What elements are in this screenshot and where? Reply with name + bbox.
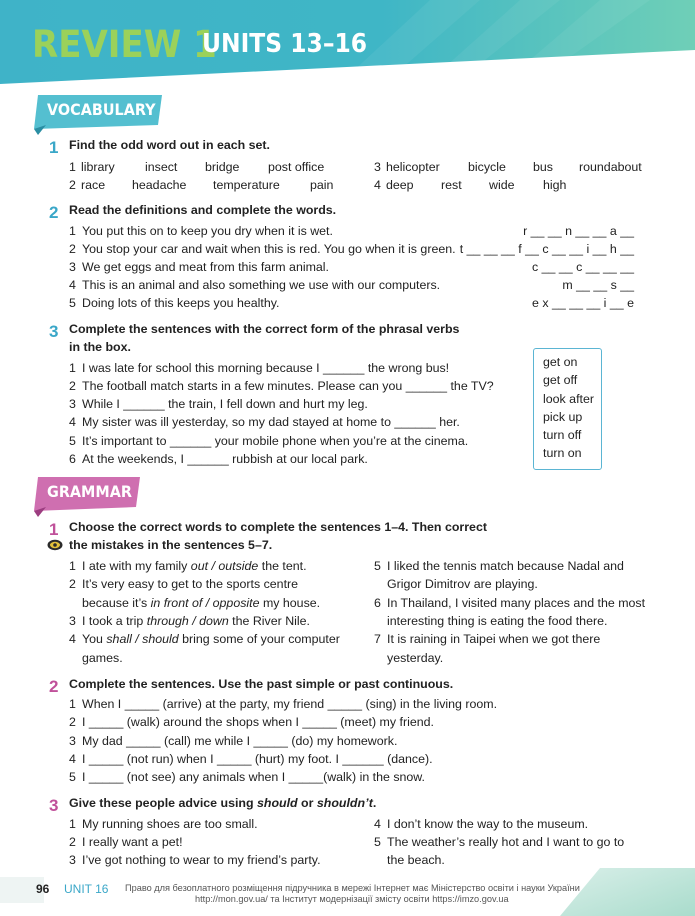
- grammar-ex1-right-line: yesterday.: [387, 651, 444, 665]
- grammar-ex2-item-5: 5 I _____ (not see) any animals when I _____(walk) in the snow.: [69, 770, 426, 784]
- grammar-ex3-left-line: 1 My running shoes are too small.: [69, 817, 258, 831]
- vocab-ex2-answer-1: r __ __ n __ __ a __: [523, 224, 634, 238]
- vocab-ex3-item-5: 5 It’s important to ______ your mobile phone when you’re at the cinema.: [69, 434, 469, 448]
- grammar-ex1-instruction-line1: Choose the correct words to complete the sentences 1–4. Then correct: [69, 520, 487, 534]
- grammar-ex1-right-line: interesting thing is eating the food there.: [387, 614, 608, 628]
- footer-notice-line2: http://mon.gov.ua/ та Інститут модернізації змісту освіти https://imzo.gov.ua: [195, 894, 509, 904]
- grammar-ex2-item-2: 2 I _____ (walk) around the shops when I _____ (meet) my friend.: [69, 715, 434, 729]
- vocab-ex3-item-3: 3 While I ______ the train, I fell down and hurt my leg.: [69, 397, 368, 411]
- grammar-ex2-item-4: 4 I _____ (not run) when I _____ (hurt) my foot. I ______ (dance).: [69, 752, 433, 766]
- vocab-ex2-answer-5: e x __ __ __ i __ e: [532, 296, 634, 310]
- grammar-ex1-left-line: 4 You shall / should bring some of your computer: [69, 632, 340, 646]
- vocab-ex2-answer-3: c __ __ c __ __ __: [532, 260, 634, 274]
- grammar-ex1-left-line: because it’s in front of / opposite my house.: [82, 596, 321, 610]
- grammar-ex2-instruction: Complete the sentences. Use the past simple or past continuous.: [69, 677, 454, 691]
- footer-corner-graphic: [560, 868, 695, 916]
- grammar-ex1-left-line: games.: [82, 651, 123, 665]
- box-word: turn on: [543, 446, 582, 461]
- phrasal-verbs-box: [533, 348, 602, 470]
- grammar-ex3-right-line: the beach.: [387, 853, 445, 867]
- grammar-ex1-number: 1: [49, 520, 59, 539]
- grammar-ex1-right-line: 6 In Thailand, I visited many places and the most: [374, 596, 646, 610]
- vocab-ex2-instruction: Read the definitions and complete the words.: [69, 203, 337, 217]
- grammar-ex3-number: 3: [49, 796, 59, 815]
- box-word: pick up: [543, 409, 583, 424]
- vocab-ex2-item-1: 1 You put this on to keep you dry when it is wet.: [69, 224, 333, 238]
- eye-icon: [47, 539, 63, 551]
- grammar-ex2-item-1: 1 When I _____ (arrive) at the party, my friend _____ (sing) in the living room.: [69, 697, 498, 711]
- grammar-ex2-item-3: 3 My dad _____ (call) me while I _____ (do) my homework.: [69, 734, 398, 748]
- vocab-ex2-item-2: 2 You stop your car and wait when this is red. You go when it is green.: [69, 242, 456, 256]
- box-word: look after: [543, 391, 594, 406]
- grammar-ex2-number: 2: [49, 677, 59, 696]
- vocab-ex2-item-5: 5 Doing lots of this keeps you healthy.: [69, 296, 280, 310]
- grammar-ex3-left-line: 3 I’ve got nothing to wear to my friend’s party.: [69, 853, 321, 867]
- vocab-ex1-number: 1: [49, 138, 59, 157]
- grammar-ex3-right-line: 5 The weather’s really hot and I want to go to: [374, 835, 625, 849]
- vocab-ex3-instruction-line1: Complete the sentences with the correct form of the phrasal verbs: [69, 322, 460, 336]
- vocab-ex2-answer-2: t __ __ __ f __ c __ __ i __ h __: [459, 242, 634, 256]
- box-word: get off: [543, 373, 578, 388]
- review-title: REVIEW 1: [32, 23, 217, 66]
- grammar-ex1-right-line: Grigor Dimitrov are playing.: [387, 577, 538, 591]
- vocab-ex3-item-1: 1 I was late for school this morning because I ______ the wrong bus!: [69, 361, 450, 375]
- vocab-ex2-answer-4: m __ __ s __: [562, 278, 634, 292]
- units-title: UNITS 13–16: [202, 29, 368, 59]
- grammar-ex1-left-line: 1 I ate with my family out / outside the tent.: [69, 559, 307, 573]
- vocab-ex2-item-4: 4 This is an animal and also something we use with our computers.: [69, 278, 441, 292]
- vocab-ex3-item-4: 4 My sister was ill yesterday, so my dad stayed at home to ______ her.: [69, 415, 460, 429]
- grammar-label: GRAMMAR: [47, 482, 132, 501]
- grammar-ex3-left-line: 2 I really want a pet!: [69, 835, 183, 849]
- footer-notice-line1: Право для безоплатного розміщення підручника в мережі Інтернет має Міністерство освіти і науки України: [125, 883, 580, 893]
- vocab-ex3-instruction-line2: in the box.: [69, 340, 131, 354]
- grammar-ex1-left-line: 3 I took a trip through / down the River Nile.: [69, 614, 310, 628]
- vocab-ex1-instruction: Find the odd word out in each set.: [69, 138, 271, 152]
- grammar-ex1-left-line: 2 It’s very easy to get to the sports centre: [69, 577, 299, 591]
- grammar-ex3-instruction: Give these people advice using should or shouldn’t.: [69, 796, 377, 810]
- grammar-ex3-right-line: 4 I don’t know the way to the museum.: [374, 817, 589, 831]
- grammar-ex1-right-line: 5 I liked the tennis match because Nadal and: [374, 559, 624, 573]
- vocab-ex3-item-6: 6 At the weekends, I ______ rubbish at our local park.: [69, 452, 368, 466]
- vocab-ex3-item-2: 2 The football match starts in a few minutes. Please can you ______ the TV?: [69, 379, 494, 393]
- footer-unit: UNIT 16: [64, 882, 109, 896]
- vocab-ex2-number: 2: [49, 203, 59, 222]
- box-word: get on: [543, 355, 578, 369]
- page-number: 96: [36, 882, 50, 896]
- vocab-ex2-item-3: 3 We get eggs and meat from this farm animal.: [69, 260, 330, 274]
- grammar-ex1-right-line: 7 It is raining in Taipei when we got there: [374, 632, 601, 646]
- vocabulary-label: VOCABULARY: [47, 100, 156, 119]
- vocab-ex3-number: 3: [49, 322, 59, 341]
- grammar-ex1-instruction-line2: the mistakes in the sentences 5–7.: [69, 538, 273, 552]
- box-word: turn off: [543, 428, 582, 443]
